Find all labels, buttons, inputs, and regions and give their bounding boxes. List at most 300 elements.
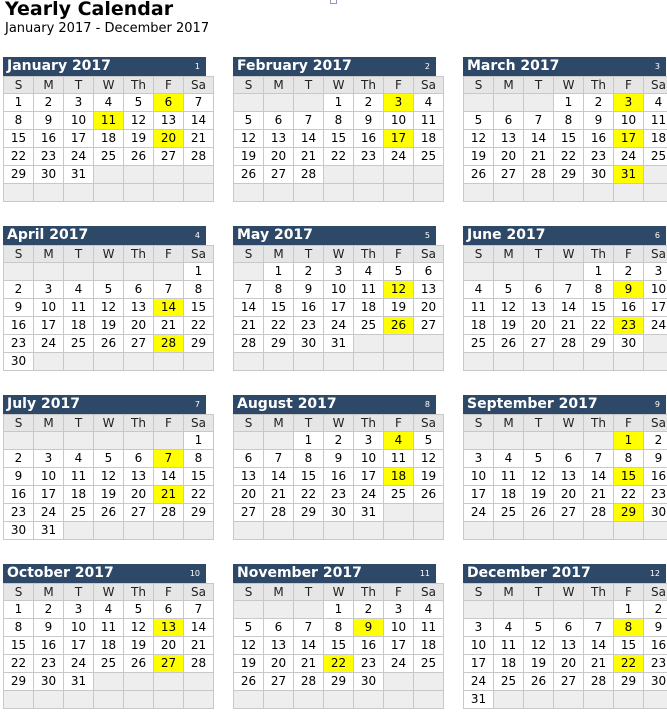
highlighted-day-cell[interactable]: 27 [154, 655, 184, 673]
day-cell[interactable]: 16 [324, 468, 354, 486]
day-cell[interactable]: 11 [494, 468, 524, 486]
day-cell[interactable]: 5 [124, 601, 154, 619]
day-cell[interactable]: 18 [494, 486, 524, 504]
day-cell[interactable]: 27 [234, 504, 264, 522]
day-cell[interactable]: 7 [554, 281, 584, 299]
day-cell[interactable]: 10 [464, 468, 494, 486]
day-cell[interactable]: 28 [524, 166, 554, 184]
day-cell[interactable]: 18 [94, 637, 124, 655]
day-cell[interactable]: 2 [584, 94, 614, 112]
day-cell[interactable]: 22 [4, 655, 34, 673]
day-cell[interactable]: 24 [324, 317, 354, 335]
day-cell[interactable]: 6 [124, 281, 154, 299]
day-cell[interactable]: 16 [644, 468, 667, 486]
day-cell[interactable]: 21 [524, 148, 554, 166]
day-cell[interactable]: 1 [554, 94, 584, 112]
day-cell[interactable]: 3 [324, 263, 354, 281]
day-cell[interactable]: 11 [464, 299, 494, 317]
day-cell[interactable]: 4 [644, 94, 667, 112]
day-cell[interactable]: 11 [64, 299, 94, 317]
highlighted-day-cell[interactable]: 20 [154, 130, 184, 148]
day-cell[interactable]: 25 [414, 655, 444, 673]
day-cell[interactable]: 1 [4, 601, 34, 619]
day-cell[interactable]: 19 [524, 486, 554, 504]
day-cell[interactable]: 3 [464, 619, 494, 637]
day-cell[interactable]: 30 [614, 335, 644, 353]
day-cell[interactable]: 31 [324, 335, 354, 353]
day-cell[interactable]: 25 [414, 148, 444, 166]
highlighted-day-cell[interactable]: 7 [154, 450, 184, 468]
day-cell[interactable]: 6 [234, 450, 264, 468]
day-cell[interactable]: 19 [234, 148, 264, 166]
day-cell[interactable]: 9 [34, 619, 64, 637]
day-cell[interactable]: 23 [354, 148, 384, 166]
day-cell[interactable]: 26 [94, 335, 124, 353]
day-cell[interactable]: 9 [354, 112, 384, 130]
day-cell[interactable]: 24 [464, 504, 494, 522]
day-cell[interactable]: 27 [264, 166, 294, 184]
day-cell[interactable]: 4 [64, 450, 94, 468]
day-cell[interactable]: 20 [414, 299, 444, 317]
day-cell[interactable]: 5 [234, 619, 264, 637]
day-cell[interactable]: 26 [414, 486, 444, 504]
day-cell[interactable]: 8 [614, 450, 644, 468]
day-cell[interactable]: 30 [354, 673, 384, 691]
day-cell[interactable]: 16 [644, 637, 667, 655]
day-cell[interactable]: 4 [354, 263, 384, 281]
day-cell[interactable]: 16 [294, 299, 324, 317]
day-cell[interactable]: 27 [124, 504, 154, 522]
day-cell[interactable]: 22 [4, 148, 34, 166]
day-cell[interactable]: 29 [264, 335, 294, 353]
day-cell[interactable]: 8 [4, 112, 34, 130]
day-cell[interactable]: 25 [384, 486, 414, 504]
day-cell[interactable]: 4 [94, 601, 124, 619]
day-cell[interactable]: 21 [584, 655, 614, 673]
day-cell[interactable]: 27 [124, 335, 154, 353]
day-cell[interactable]: 22 [614, 486, 644, 504]
day-cell[interactable]: 2 [644, 601, 667, 619]
day-cell[interactable]: 26 [494, 335, 524, 353]
day-cell[interactable]: 11 [644, 112, 667, 130]
day-cell[interactable]: 13 [124, 299, 154, 317]
day-cell[interactable]: 30 [34, 166, 64, 184]
day-cell[interactable]: 13 [264, 637, 294, 655]
day-cell[interactable]: 27 [414, 317, 444, 335]
day-cell[interactable]: 15 [294, 468, 324, 486]
day-cell[interactable]: 18 [414, 637, 444, 655]
highlighted-day-cell[interactable]: 1 [614, 432, 644, 450]
day-cell[interactable]: 3 [354, 432, 384, 450]
day-cell[interactable]: 13 [494, 130, 524, 148]
day-cell[interactable]: 9 [324, 450, 354, 468]
day-cell[interactable]: 18 [64, 486, 94, 504]
highlighted-day-cell[interactable]: 14 [154, 299, 184, 317]
day-cell[interactable]: 7 [184, 601, 214, 619]
day-cell[interactable]: 12 [234, 637, 264, 655]
day-cell[interactable]: 9 [294, 281, 324, 299]
day-cell[interactable]: 13 [554, 468, 584, 486]
day-cell[interactable]: 10 [64, 112, 94, 130]
highlighted-day-cell[interactable]: 3 [614, 94, 644, 112]
day-cell[interactable]: 1 [184, 432, 214, 450]
highlighted-day-cell[interactable]: 26 [384, 317, 414, 335]
highlighted-day-cell[interactable]: 15 [614, 468, 644, 486]
day-cell[interactable]: 12 [494, 299, 524, 317]
day-cell[interactable]: 24 [354, 486, 384, 504]
day-cell[interactable]: 7 [294, 619, 324, 637]
day-cell[interactable]: 4 [414, 94, 444, 112]
day-cell[interactable]: 21 [294, 655, 324, 673]
day-cell[interactable]: 27 [264, 673, 294, 691]
day-cell[interactable]: 19 [94, 486, 124, 504]
day-cell[interactable]: 22 [184, 317, 214, 335]
day-cell[interactable]: 21 [294, 148, 324, 166]
day-cell[interactable]: 8 [184, 281, 214, 299]
day-cell[interactable]: 7 [184, 94, 214, 112]
day-cell[interactable]: 3 [464, 450, 494, 468]
day-cell[interactable]: 15 [584, 299, 614, 317]
day-cell[interactable]: 19 [524, 655, 554, 673]
day-cell[interactable]: 22 [554, 148, 584, 166]
day-cell[interactable]: 3 [34, 281, 64, 299]
day-cell[interactable]: 21 [184, 637, 214, 655]
day-cell[interactable]: 28 [234, 335, 264, 353]
day-cell[interactable]: 14 [264, 468, 294, 486]
day-cell[interactable]: 29 [4, 673, 34, 691]
day-cell[interactable]: 8 [324, 112, 354, 130]
day-cell[interactable]: 5 [94, 281, 124, 299]
day-cell[interactable]: 7 [584, 619, 614, 637]
day-cell[interactable]: 25 [354, 317, 384, 335]
day-cell[interactable]: 8 [294, 450, 324, 468]
day-cell[interactable]: 18 [94, 130, 124, 148]
day-cell[interactable]: 5 [414, 432, 444, 450]
day-cell[interactable]: 7 [294, 112, 324, 130]
day-cell[interactable]: 18 [64, 317, 94, 335]
day-cell[interactable]: 17 [34, 317, 64, 335]
day-cell[interactable]: 23 [294, 317, 324, 335]
day-cell[interactable]: 6 [554, 619, 584, 637]
day-cell[interactable]: 16 [34, 637, 64, 655]
highlighted-day-cell[interactable]: 22 [324, 655, 354, 673]
day-cell[interactable]: 12 [124, 112, 154, 130]
day-cell[interactable]: 21 [584, 486, 614, 504]
day-cell[interactable]: 13 [414, 281, 444, 299]
day-cell[interactable]: 12 [124, 619, 154, 637]
day-cell[interactable]: 28 [584, 504, 614, 522]
day-cell[interactable]: 11 [94, 619, 124, 637]
day-cell[interactable]: 21 [154, 317, 184, 335]
day-cell[interactable]: 15 [264, 299, 294, 317]
day-cell[interactable]: 5 [464, 112, 494, 130]
day-cell[interactable]: 31 [64, 673, 94, 691]
day-cell[interactable]: 8 [184, 450, 214, 468]
day-cell[interactable]: 14 [554, 299, 584, 317]
day-cell[interactable]: 28 [264, 504, 294, 522]
day-cell[interactable]: 9 [34, 112, 64, 130]
day-cell[interactable]: 4 [414, 601, 444, 619]
day-cell[interactable]: 1 [324, 94, 354, 112]
day-cell[interactable]: 4 [94, 94, 124, 112]
day-cell[interactable]: 13 [524, 299, 554, 317]
day-cell[interactable]: 5 [524, 619, 554, 637]
day-cell[interactable]: 24 [464, 673, 494, 691]
day-cell[interactable]: 26 [234, 673, 264, 691]
day-cell[interactable]: 27 [524, 335, 554, 353]
day-cell[interactable]: 17 [324, 299, 354, 317]
day-cell[interactable]: 30 [644, 504, 667, 522]
day-cell[interactable]: 30 [34, 673, 64, 691]
day-cell[interactable]: 20 [124, 486, 154, 504]
day-cell[interactable]: 3 [64, 601, 94, 619]
day-cell[interactable]: 11 [414, 112, 444, 130]
day-cell[interactable]: 26 [524, 673, 554, 691]
day-cell[interactable]: 7 [584, 450, 614, 468]
day-cell[interactable]: 12 [524, 468, 554, 486]
highlighted-day-cell[interactable]: 6 [154, 94, 184, 112]
day-cell[interactable]: 29 [184, 335, 214, 353]
day-cell[interactable]: 26 [94, 504, 124, 522]
day-cell[interactable]: 16 [4, 486, 34, 504]
day-cell[interactable]: 15 [614, 637, 644, 655]
day-cell[interactable]: 8 [584, 281, 614, 299]
day-cell[interactable]: 10 [464, 637, 494, 655]
day-cell[interactable]: 26 [124, 655, 154, 673]
day-cell[interactable]: 31 [354, 504, 384, 522]
day-cell[interactable]: 10 [64, 619, 94, 637]
day-cell[interactable]: 7 [234, 281, 264, 299]
day-cell[interactable]: 27 [494, 166, 524, 184]
day-cell[interactable]: 31 [34, 522, 64, 540]
day-cell[interactable]: 13 [234, 468, 264, 486]
day-cell[interactable]: 10 [384, 112, 414, 130]
day-cell[interactable]: 21 [184, 130, 214, 148]
highlighted-day-cell[interactable]: 8 [614, 619, 644, 637]
day-cell[interactable]: 19 [414, 468, 444, 486]
day-cell[interactable]: 13 [554, 637, 584, 655]
day-cell[interactable]: 17 [64, 637, 94, 655]
day-cell[interactable]: 14 [524, 130, 554, 148]
day-cell[interactable]: 15 [184, 468, 214, 486]
highlighted-day-cell[interactable]: 9 [354, 619, 384, 637]
day-cell[interactable]: 23 [34, 655, 64, 673]
day-cell[interactable]: 30 [4, 522, 34, 540]
day-cell[interactable]: 6 [124, 450, 154, 468]
day-cell[interactable]: 1 [324, 601, 354, 619]
day-cell[interactable]: 2 [34, 94, 64, 112]
day-cell[interactable]: 28 [294, 166, 324, 184]
day-cell[interactable]: 3 [34, 450, 64, 468]
day-cell[interactable]: 1 [584, 263, 614, 281]
day-cell[interactable]: 19 [124, 637, 154, 655]
day-cell[interactable]: 2 [4, 281, 34, 299]
day-cell[interactable]: 6 [554, 450, 584, 468]
day-cell[interactable]: 2 [34, 601, 64, 619]
day-cell[interactable]: 25 [64, 335, 94, 353]
day-cell[interactable]: 22 [584, 317, 614, 335]
day-cell[interactable]: 23 [354, 655, 384, 673]
day-cell[interactable]: 16 [354, 130, 384, 148]
highlighted-day-cell[interactable]: 9 [614, 281, 644, 299]
day-cell[interactable]: 24 [384, 655, 414, 673]
day-cell[interactable]: 28 [294, 673, 324, 691]
day-cell[interactable]: 10 [34, 468, 64, 486]
day-cell[interactable]: 11 [494, 637, 524, 655]
day-cell[interactable]: 6 [154, 601, 184, 619]
day-cell[interactable]: 22 [264, 317, 294, 335]
day-cell[interactable]: 2 [644, 432, 667, 450]
day-cell[interactable]: 26 [124, 148, 154, 166]
day-cell[interactable]: 10 [614, 112, 644, 130]
day-cell[interactable]: 31 [464, 691, 494, 709]
day-cell[interactable]: 10 [384, 619, 414, 637]
day-cell[interactable]: 29 [614, 673, 644, 691]
day-cell[interactable]: 22 [324, 148, 354, 166]
day-cell[interactable]: 22 [294, 486, 324, 504]
day-cell[interactable]: 25 [64, 504, 94, 522]
day-cell[interactable]: 18 [464, 317, 494, 335]
day-cell[interactable]: 9 [644, 619, 667, 637]
day-cell[interactable]: 25 [494, 504, 524, 522]
day-cell[interactable]: 3 [384, 601, 414, 619]
day-cell[interactable]: 20 [524, 317, 554, 335]
day-cell[interactable]: 31 [64, 166, 94, 184]
day-cell[interactable]: 11 [64, 468, 94, 486]
day-cell[interactable]: 28 [154, 504, 184, 522]
day-cell[interactable]: 11 [414, 619, 444, 637]
day-cell[interactable]: 7 [154, 281, 184, 299]
day-cell[interactable]: 28 [184, 655, 214, 673]
day-cell[interactable]: 4 [494, 619, 524, 637]
day-cell[interactable]: 21 [264, 486, 294, 504]
day-cell[interactable]: 5 [524, 450, 554, 468]
day-cell[interactable]: 23 [4, 335, 34, 353]
day-cell[interactable]: 6 [524, 281, 554, 299]
day-cell[interactable]: 14 [294, 637, 324, 655]
day-cell[interactable]: 11 [354, 281, 384, 299]
highlighted-day-cell[interactable]: 18 [384, 468, 414, 486]
day-cell[interactable]: 1 [614, 601, 644, 619]
day-cell[interactable]: 16 [584, 130, 614, 148]
day-cell[interactable]: 2 [294, 263, 324, 281]
day-cell[interactable]: 13 [154, 112, 184, 130]
day-cell[interactable]: 1 [264, 263, 294, 281]
day-cell[interactable]: 23 [34, 148, 64, 166]
day-cell[interactable]: 1 [294, 432, 324, 450]
day-cell[interactable]: 22 [184, 486, 214, 504]
day-cell[interactable]: 24 [614, 148, 644, 166]
day-cell[interactable]: 29 [294, 504, 324, 522]
day-cell[interactable]: 27 [554, 673, 584, 691]
day-cell[interactable]: 21 [234, 317, 264, 335]
day-cell[interactable]: 26 [464, 166, 494, 184]
day-cell[interactable]: 12 [524, 637, 554, 655]
day-cell[interactable]: 17 [644, 299, 667, 317]
day-cell[interactable]: 2 [354, 601, 384, 619]
day-cell[interactable]: 18 [644, 130, 667, 148]
day-cell[interactable]: 14 [154, 468, 184, 486]
day-cell[interactable]: 15 [184, 299, 214, 317]
day-cell[interactable]: 17 [464, 486, 494, 504]
day-cell[interactable]: 20 [494, 148, 524, 166]
day-cell[interactable]: 20 [554, 655, 584, 673]
day-cell[interactable]: 5 [494, 281, 524, 299]
highlighted-day-cell[interactable]: 22 [614, 655, 644, 673]
day-cell[interactable]: 12 [234, 130, 264, 148]
day-cell[interactable]: 20 [264, 655, 294, 673]
day-cell[interactable]: 25 [644, 148, 667, 166]
day-cell[interactable]: 24 [34, 504, 64, 522]
day-cell[interactable]: 18 [494, 655, 524, 673]
day-cell[interactable]: 2 [354, 94, 384, 112]
day-cell[interactable]: 8 [4, 619, 34, 637]
day-cell[interactable]: 20 [234, 486, 264, 504]
day-cell[interactable]: 25 [494, 673, 524, 691]
day-cell[interactable]: 16 [614, 299, 644, 317]
day-cell[interactable]: 7 [524, 112, 554, 130]
day-cell[interactable]: 29 [584, 335, 614, 353]
day-cell[interactable]: 28 [554, 335, 584, 353]
day-cell[interactable]: 17 [354, 468, 384, 486]
day-cell[interactable]: 8 [324, 619, 354, 637]
highlighted-day-cell[interactable]: 3 [384, 94, 414, 112]
day-cell[interactable]: 13 [124, 468, 154, 486]
day-cell[interactable]: 15 [324, 637, 354, 655]
day-cell[interactable]: 27 [554, 504, 584, 522]
highlighted-day-cell[interactable]: 31 [614, 166, 644, 184]
day-cell[interactable]: 9 [4, 299, 34, 317]
highlighted-day-cell[interactable]: 17 [614, 130, 644, 148]
day-cell[interactable]: 19 [124, 130, 154, 148]
day-cell[interactable]: 14 [584, 637, 614, 655]
day-cell[interactable]: 10 [34, 299, 64, 317]
day-cell[interactable]: 9 [644, 450, 667, 468]
day-cell[interactable]: 30 [584, 166, 614, 184]
highlighted-day-cell[interactable]: 28 [154, 335, 184, 353]
day-cell[interactable]: 21 [554, 317, 584, 335]
day-cell[interactable]: 23 [584, 148, 614, 166]
day-cell[interactable]: 9 [4, 468, 34, 486]
day-cell[interactable]: 12 [414, 450, 444, 468]
day-cell[interactable]: 18 [354, 299, 384, 317]
day-cell[interactable]: 23 [4, 504, 34, 522]
day-cell[interactable]: 3 [64, 94, 94, 112]
day-cell[interactable]: 14 [294, 130, 324, 148]
day-cell[interactable]: 20 [154, 637, 184, 655]
day-cell[interactable]: 19 [94, 317, 124, 335]
day-cell[interactable]: 25 [94, 148, 124, 166]
day-cell[interactable]: 12 [464, 130, 494, 148]
day-cell[interactable]: 1 [4, 94, 34, 112]
day-cell[interactable]: 23 [644, 655, 667, 673]
highlighted-day-cell[interactable]: 21 [154, 486, 184, 504]
day-cell[interactable]: 10 [324, 281, 354, 299]
day-cell[interactable]: 24 [64, 655, 94, 673]
day-cell[interactable]: 17 [34, 486, 64, 504]
highlighted-day-cell[interactable]: 13 [154, 619, 184, 637]
day-cell[interactable]: 24 [384, 148, 414, 166]
day-cell[interactable]: 30 [294, 335, 324, 353]
day-cell[interactable]: 24 [644, 317, 667, 335]
day-cell[interactable]: 28 [184, 148, 214, 166]
day-cell[interactable]: 3 [644, 263, 667, 281]
highlighted-day-cell[interactable]: 11 [94, 112, 124, 130]
day-cell[interactable]: 1 [184, 263, 214, 281]
day-cell[interactable]: 15 [4, 130, 34, 148]
day-cell[interactable]: 17 [64, 130, 94, 148]
day-cell[interactable]: 16 [354, 637, 384, 655]
